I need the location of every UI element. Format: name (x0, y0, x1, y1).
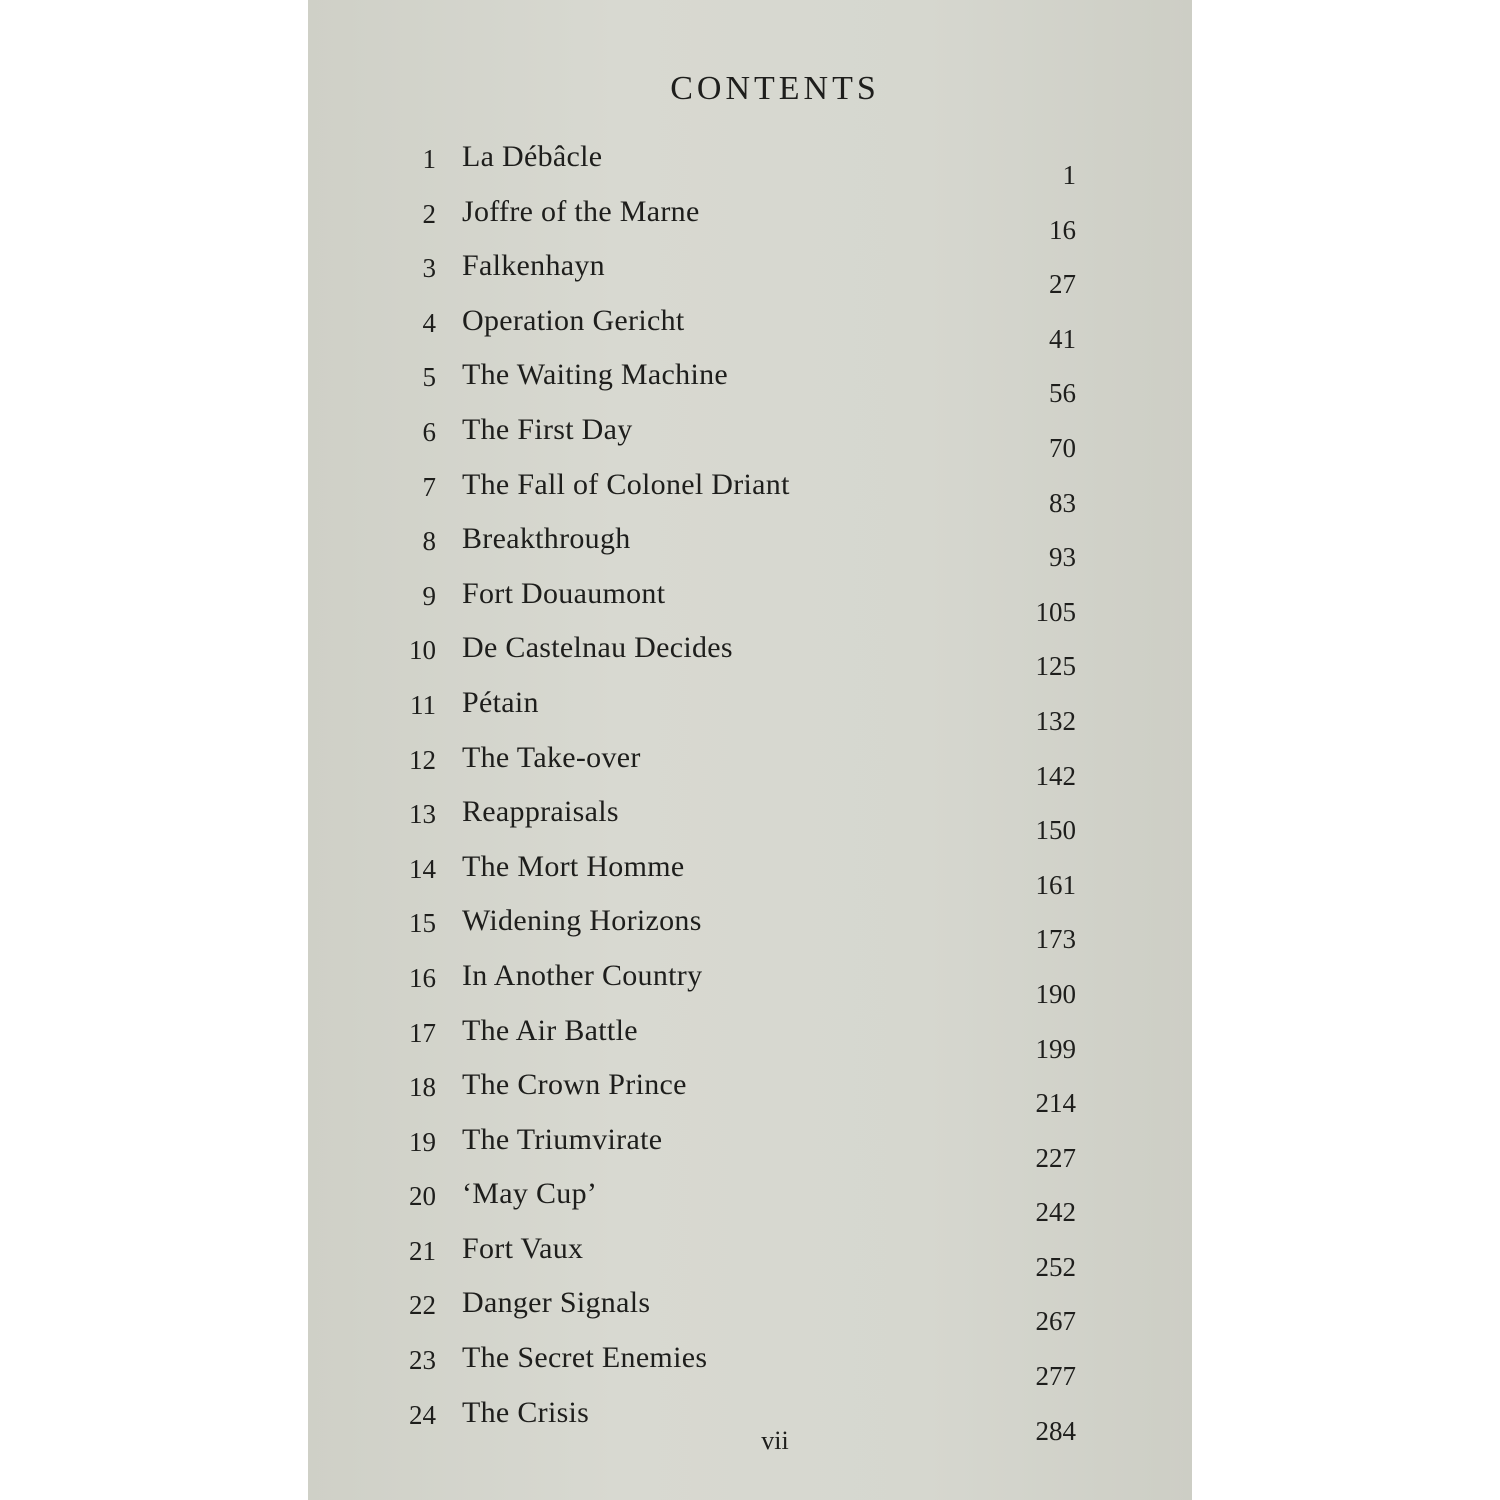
chapter-page-number: 277 (1035, 1361, 1076, 1392)
chapter-page-number: 161 (1035, 869, 1076, 900)
chapter-page-number: 1 (1062, 160, 1076, 190)
chapter-title: The Mort Homme (462, 849, 685, 883)
chapter-title: The Crisis (462, 1395, 590, 1429)
chapter-number: 2 (422, 198, 436, 229)
chapter-number: 8 (422, 526, 436, 557)
chapter-number: 14 (409, 853, 436, 884)
toc-entry (396, 195, 1076, 250)
chapter-number: 10 (409, 635, 436, 666)
chapter-title: The Take-over (462, 740, 641, 774)
chapter-title: Fort Vaux (462, 1231, 584, 1265)
toc-entry (396, 577, 1076, 632)
toc-entry (396, 959, 1076, 1014)
chapter-number: 5 (422, 362, 436, 393)
chapter-number: 7 (422, 471, 436, 502)
chapter-page-number: 125 (1035, 651, 1076, 682)
chapter-page-number: 142 (1035, 760, 1076, 791)
chapter-title: The Waiting Machine (462, 358, 728, 392)
chapter-page-number: 190 (1035, 978, 1076, 1009)
chapter-page-number: 267 (1035, 1306, 1076, 1337)
chapter-number: 9 (422, 580, 436, 611)
chapter-title: La Débâcle (462, 140, 603, 173)
chapter-title: Pétain (462, 685, 539, 719)
chapter-number: 18 (409, 1072, 436, 1103)
chapter-number: 23 (409, 1345, 436, 1376)
chapter-title: In Another Country (462, 958, 703, 992)
chapter-page-number: 41 (1049, 323, 1076, 354)
chapter-page-number: 16 (1049, 214, 1076, 245)
chapter-page-number: 93 (1049, 542, 1076, 573)
toc-entry (396, 631, 1076, 686)
chapter-page-number: 132 (1035, 705, 1076, 736)
toc-entry (396, 1232, 1076, 1287)
chapter-page-number: 173 (1035, 924, 1076, 955)
chapter-title: The First Day (462, 412, 633, 446)
chapter-number: 4 (422, 307, 436, 338)
page-title: CONTENTS (670, 70, 880, 107)
toc-entry (396, 304, 1076, 359)
chapter-number: 21 (409, 1235, 436, 1266)
toc-entry (396, 1014, 1076, 1069)
chapter-page-number: 150 (1035, 815, 1076, 846)
chapter-number: 6 (422, 416, 436, 447)
toc-entry (396, 850, 1076, 905)
toc-entry (396, 686, 1076, 741)
chapter-page-number: 214 (1035, 1088, 1076, 1119)
toc-entry (396, 468, 1076, 523)
chapter-page-number: 284 (1035, 1415, 1076, 1446)
chapter-number: 15 (409, 908, 436, 939)
chapter-title: Fort Douaumont (462, 576, 666, 610)
chapter-title: Falkenhayn (462, 249, 605, 283)
chapter-title: Joffre of the Marne (462, 194, 700, 228)
chapter-page-number: 27 (1049, 269, 1076, 300)
toc-entry (396, 1123, 1076, 1178)
chapter-number: 13 (409, 799, 436, 830)
chapter-number: 1 (422, 144, 436, 174)
chapter-page-number: 70 (1049, 432, 1076, 463)
toc-entry (396, 1341, 1076, 1396)
book-page (308, 0, 1192, 1500)
chapter-title: Operation Gericht (462, 303, 685, 337)
chapter-title: Breakthrough (462, 522, 631, 556)
chapter-title: The Air Battle (462, 1013, 638, 1047)
chapter-page-number: 227 (1035, 1142, 1076, 1173)
toc-entry (396, 1286, 1076, 1341)
page-folio: vii (761, 1426, 789, 1455)
table-of-contents (396, 140, 1076, 1450)
toc-entry (396, 741, 1076, 796)
chapter-title: Reappraisals (462, 795, 619, 829)
chapter-number: 20 (409, 1181, 436, 1212)
chapter-page-number: 105 (1035, 596, 1076, 627)
chapter-number: 11 (410, 689, 436, 720)
toc-entry (396, 249, 1076, 304)
toc-entry (396, 413, 1076, 468)
chapter-page-number: 56 (1049, 378, 1076, 409)
chapter-title: Danger Signals (462, 1286, 651, 1320)
chapter-title: Widening Horizons (462, 904, 702, 938)
chapter-number: 3 (422, 253, 436, 284)
chapter-page-number: 83 (1049, 487, 1076, 518)
chapter-number: 12 (409, 744, 436, 775)
chapter-page-number: 252 (1035, 1251, 1076, 1282)
chapter-number: 19 (409, 1126, 436, 1157)
chapter-title: The Secret Enemies (462, 1341, 708, 1375)
chapter-page-number: 199 (1035, 1033, 1076, 1064)
chapter-number: 17 (409, 1017, 436, 1048)
chapter-title: The Fall of Colonel Driant (462, 467, 790, 501)
chapter-number: 22 (409, 1290, 436, 1321)
chapter-title: ‘May Cup’ (462, 1177, 598, 1211)
toc-entry (396, 795, 1076, 850)
toc-entry (396, 140, 1076, 195)
toc-entry (396, 358, 1076, 413)
chapter-page-number: 242 (1035, 1197, 1076, 1228)
chapter-number: 16 (409, 962, 436, 993)
toc-entry (396, 1177, 1076, 1232)
toc-entry (396, 904, 1076, 959)
chapter-number: 24 (409, 1399, 436, 1430)
toc-entry (396, 522, 1076, 577)
toc-entry (396, 1068, 1076, 1123)
chapter-title: The Crown Prince (462, 1068, 687, 1102)
chapter-title: De Castelnau Decides (462, 631, 733, 665)
chapter-title: The Triumvirate (462, 1122, 663, 1156)
